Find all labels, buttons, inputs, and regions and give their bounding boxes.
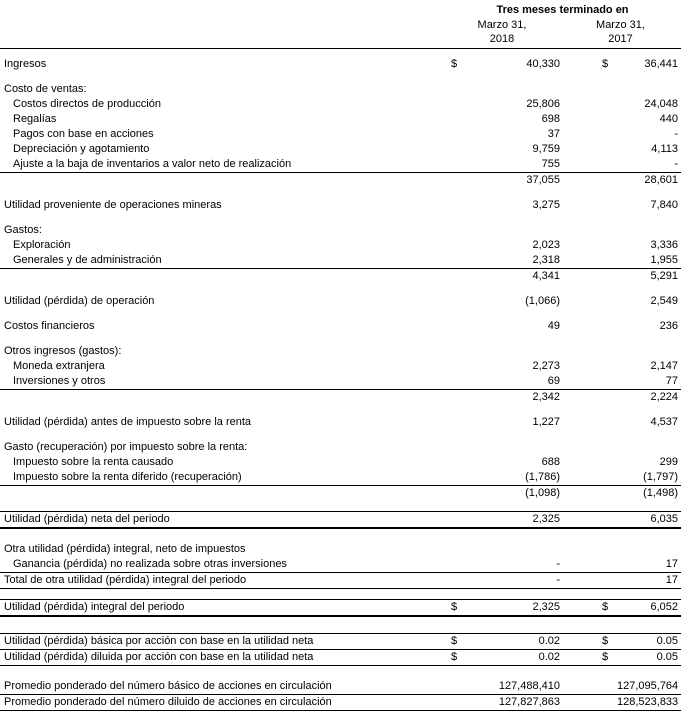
value-2018: 2,023 bbox=[532, 239, 560, 251]
column-header-2018-line2: 2018 bbox=[489, 33, 515, 45]
value-2018: 3,275 bbox=[532, 199, 560, 211]
table-row bbox=[0, 127, 681, 142]
value-2017: (1,797) bbox=[643, 471, 678, 483]
table-row bbox=[0, 440, 681, 455]
row-label: Gasto (recuperación) por impuesto sobre la renta: bbox=[4, 441, 248, 453]
table-header bbox=[0, 3, 681, 18]
table-row bbox=[0, 294, 681, 309]
row-label: Ingresos bbox=[4, 58, 47, 70]
value-2017: 5,291 bbox=[650, 270, 678, 282]
table-row bbox=[0, 486, 681, 501]
value-2017: 0.05 bbox=[656, 651, 678, 663]
row-label: Exploración bbox=[13, 239, 71, 251]
table-row bbox=[0, 157, 681, 173]
value-2017: - bbox=[674, 128, 678, 140]
row-label: Otra utilidad (pérdida) integral, neto de impuestos bbox=[4, 543, 246, 555]
value-2018: 688 bbox=[541, 456, 560, 468]
value-2017: 2,549 bbox=[650, 295, 678, 307]
row-label: Utilidad (pérdida) de operación bbox=[4, 295, 155, 307]
column-header-2017-line1: Marzo 31, bbox=[596, 19, 645, 31]
row-label: Pagos con base en acciones bbox=[13, 128, 154, 140]
value-2017: 236 bbox=[659, 320, 678, 332]
table-row bbox=[0, 557, 681, 573]
table-row bbox=[0, 359, 681, 374]
table-row bbox=[0, 269, 681, 284]
currency-symbol-2017: $ bbox=[602, 58, 609, 70]
table-row bbox=[0, 319, 681, 334]
table-row bbox=[0, 599, 681, 617]
value-2017: 0.05 bbox=[656, 635, 678, 647]
column-header-2018 bbox=[444, 18, 560, 46]
currency-symbol-2018: $ bbox=[451, 58, 458, 70]
value-2017: (1,498) bbox=[643, 487, 678, 499]
table-row bbox=[0, 142, 681, 157]
currency-symbol-2017: $ bbox=[602, 601, 609, 613]
value-2018: 2,318 bbox=[532, 254, 560, 266]
value-2018: 2,325 bbox=[532, 513, 560, 525]
value-2017: 2,224 bbox=[650, 391, 678, 403]
value-2017: 24,048 bbox=[644, 98, 678, 110]
value-2018: (1,098) bbox=[525, 487, 560, 499]
table-row bbox=[0, 82, 681, 97]
table-row bbox=[0, 344, 681, 359]
table-row bbox=[0, 374, 681, 390]
table-row bbox=[0, 542, 681, 557]
value-2018: 2,325 bbox=[532, 601, 560, 613]
row-label: Costos directos de producción bbox=[13, 98, 161, 110]
table-row bbox=[0, 198, 681, 213]
row-label: Utilidad (pérdida) antes de impuesto sobre la renta bbox=[4, 416, 252, 428]
value-2017: 17 bbox=[665, 574, 678, 586]
row-label: Depreciación y agotamiento bbox=[13, 143, 150, 155]
row-label: Impuesto sobre la renta diferido (recuperación) bbox=[13, 471, 242, 483]
value-2018: 69 bbox=[547, 375, 560, 387]
value-2017: 3,336 bbox=[650, 239, 678, 251]
value-2018: 40,330 bbox=[526, 58, 560, 70]
value-2017: 440 bbox=[659, 113, 678, 125]
value-2018: 698 bbox=[541, 113, 560, 125]
currency-symbol-2018: $ bbox=[451, 601, 458, 613]
table-row bbox=[0, 57, 681, 72]
table-row bbox=[0, 650, 681, 666]
row-label: Utilidad (pérdida) diluida por acción con base en la utilidad neta bbox=[4, 651, 314, 663]
value-2017: 7,840 bbox=[650, 199, 678, 211]
value-2018: 127,488,410 bbox=[498, 680, 560, 692]
value-2018: 37 bbox=[547, 128, 560, 140]
table-row bbox=[0, 573, 681, 589]
currency-symbol-2018: $ bbox=[451, 635, 458, 647]
value-2017: 4,537 bbox=[650, 416, 678, 428]
row-label: Utilidad (pérdida) básica por acción con base en la utilidad neta bbox=[4, 635, 314, 647]
row-label: Otros ingresos (gastos): bbox=[4, 345, 122, 357]
column-header-2017 bbox=[560, 18, 681, 46]
table-row bbox=[0, 511, 681, 529]
row-label: Gastos: bbox=[4, 224, 42, 236]
value-2017: 28,601 bbox=[644, 174, 678, 186]
value-2018: - bbox=[556, 574, 560, 586]
value-2018: 9,759 bbox=[532, 143, 560, 155]
value-2017: 36,441 bbox=[644, 58, 678, 70]
value-2018: 127,827,863 bbox=[498, 696, 560, 708]
row-label: Costo de ventas: bbox=[4, 83, 87, 95]
value-2018: 755 bbox=[541, 158, 560, 170]
table-row bbox=[0, 695, 681, 711]
value-2017: 128,523,833 bbox=[617, 696, 679, 708]
value-2018: 4,341 bbox=[532, 270, 560, 282]
table-row bbox=[0, 253, 681, 269]
period-title: Tres meses terminado en bbox=[496, 4, 629, 16]
currency-symbol-2017: $ bbox=[602, 651, 609, 663]
currency-symbol-2018: $ bbox=[451, 651, 458, 663]
table-row bbox=[0, 173, 681, 188]
row-label: Promedio ponderado del número básico de acciones en circulación bbox=[4, 680, 332, 692]
value-2017: 2,147 bbox=[650, 360, 678, 372]
header-rule bbox=[0, 48, 681, 49]
row-label: Utilidad proveniente de operaciones mineras bbox=[4, 199, 222, 211]
row-label: Regalías bbox=[13, 113, 57, 125]
table-row bbox=[0, 390, 681, 405]
table-row bbox=[0, 470, 681, 486]
column-header-2017-line2: 2017 bbox=[608, 33, 633, 45]
row-label: Impuesto sobre la renta causado bbox=[13, 456, 174, 468]
row-label: Utilidad (pérdida) neta del periodo bbox=[4, 513, 170, 525]
row-label: Moneda extranjera bbox=[13, 360, 105, 372]
table-row bbox=[0, 455, 681, 470]
value-2018: 25,806 bbox=[526, 98, 560, 110]
row-label: Ganancia (pérdida) no realizada sobre otras inversiones bbox=[13, 558, 287, 570]
value-2017: 127,095,764 bbox=[617, 680, 679, 692]
value-2018: 49 bbox=[547, 320, 560, 332]
value-2018: 1,227 bbox=[532, 416, 560, 428]
row-label: Promedio ponderado del número diluido de acciones en circulación bbox=[4, 696, 332, 708]
value-2018: 2,273 bbox=[532, 360, 560, 372]
table-row bbox=[0, 238, 681, 253]
table-row bbox=[0, 112, 681, 127]
table-row bbox=[0, 97, 681, 112]
value-2017: - bbox=[674, 158, 678, 170]
value-2017: 1,955 bbox=[650, 254, 678, 266]
value-2017: 77 bbox=[665, 375, 678, 387]
value-2017: 299 bbox=[659, 456, 678, 468]
value-2018: 2,342 bbox=[532, 391, 560, 403]
value-2018: 0.02 bbox=[538, 651, 560, 663]
value-2018: (1,066) bbox=[525, 295, 560, 307]
row-label: Costos financieros bbox=[4, 320, 95, 332]
column-header-2018-line1: Marzo 31, bbox=[477, 19, 527, 31]
table-body bbox=[0, 57, 681, 711]
currency-symbol-2017: $ bbox=[602, 635, 609, 647]
row-label: Inversiones y otros bbox=[13, 375, 106, 387]
value-2018: 37,055 bbox=[526, 174, 560, 186]
value-2018: 0.02 bbox=[538, 635, 560, 647]
row-label: Generales y de administración bbox=[13, 254, 162, 266]
value-2018: (1,786) bbox=[525, 471, 560, 483]
table-row bbox=[0, 679, 681, 695]
table-header-dates bbox=[0, 18, 681, 46]
table-row bbox=[0, 633, 681, 650]
row-label: Ajuste a la baja de inventarios a valor neto de realización bbox=[13, 158, 292, 170]
value-2017: 17 bbox=[665, 558, 678, 570]
value-2017: 6,052 bbox=[650, 601, 678, 613]
row-label: Utilidad (pérdida) integral del periodo bbox=[4, 601, 185, 613]
value-2017: 6,035 bbox=[650, 513, 678, 525]
table-row bbox=[0, 223, 681, 238]
value-2017: 4,113 bbox=[651, 143, 678, 155]
table-row bbox=[0, 415, 681, 430]
row-label: Total de otra utilidad (pérdida) integral del periodo bbox=[4, 574, 247, 586]
value-2018: - bbox=[556, 558, 560, 570]
